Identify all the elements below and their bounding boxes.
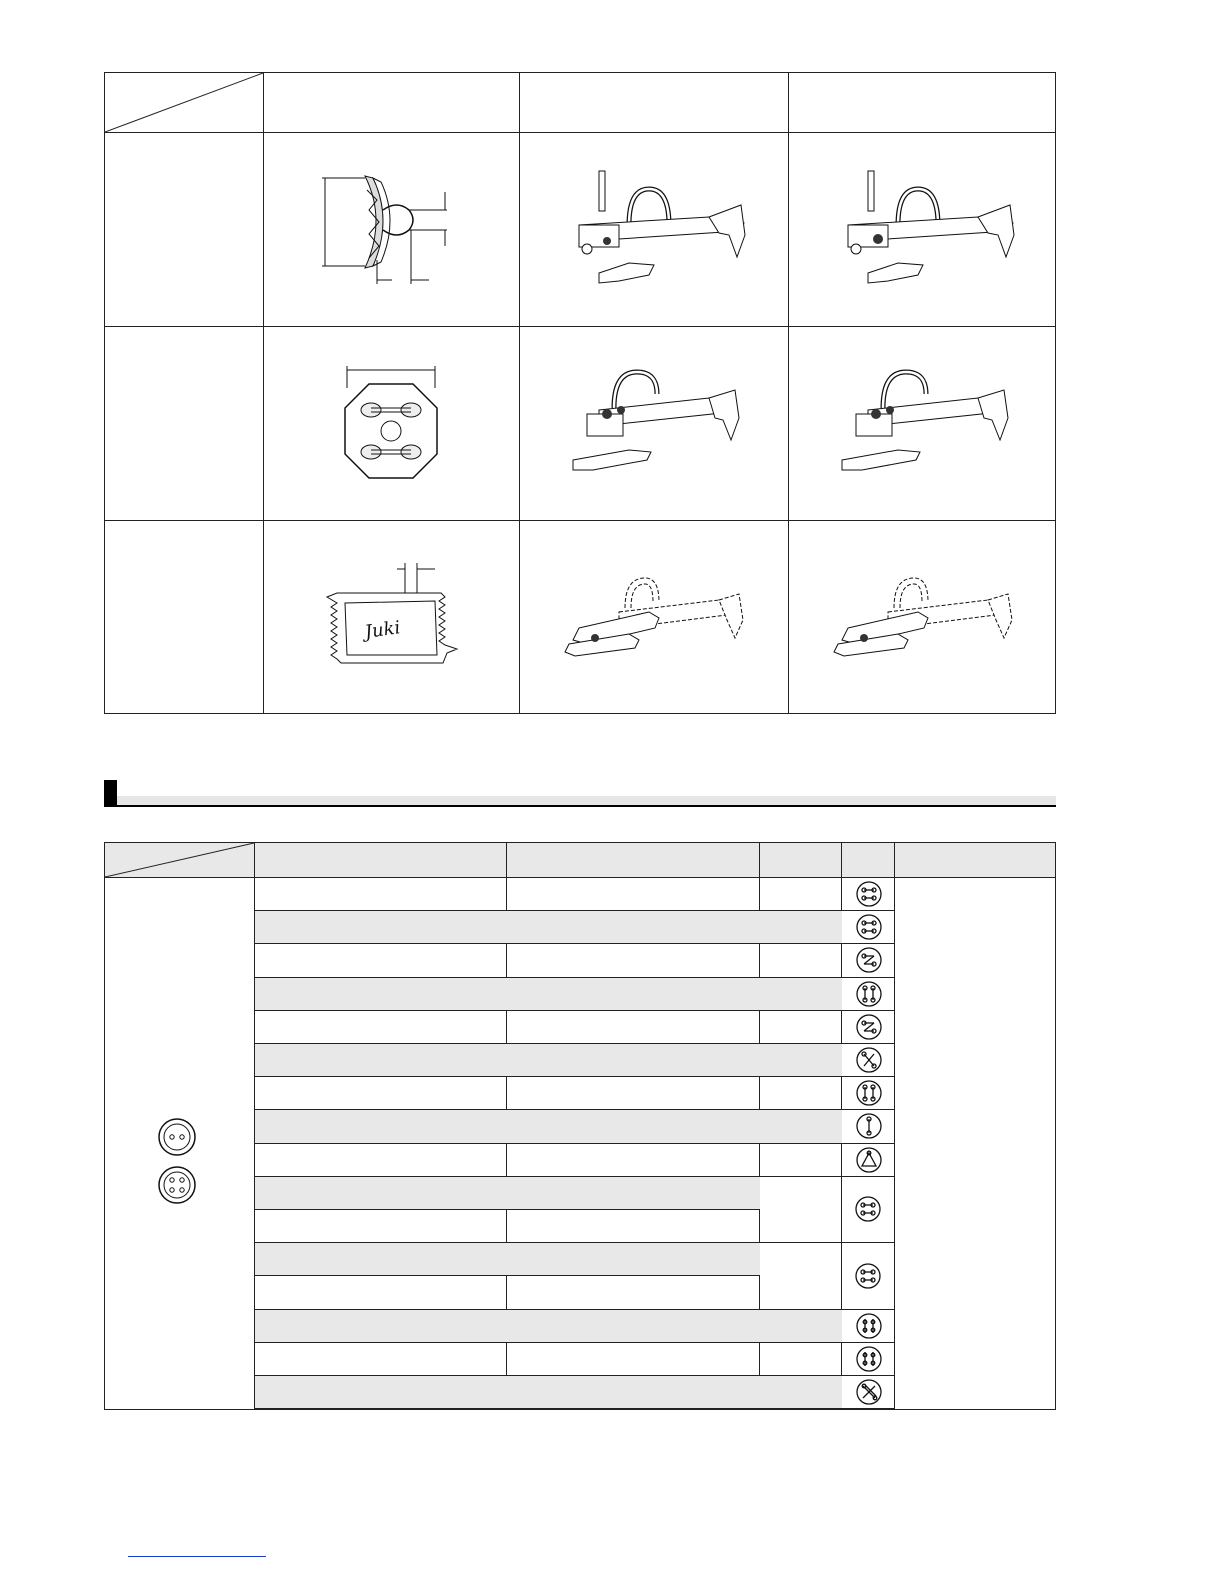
- table-row: [255, 1343, 895, 1376]
- row-cell: [760, 1044, 842, 1077]
- row-cell: [507, 1276, 760, 1309]
- row-cell: [255, 1310, 507, 1343]
- table-row: [255, 1376, 895, 1409]
- row-cell: [255, 1343, 507, 1376]
- stitch-pattern-cell: [842, 1243, 894, 1309]
- presser-drawing: [828, 165, 1018, 295]
- row-cell: [760, 1376, 842, 1409]
- row-cell: [507, 1144, 760, 1177]
- presser-drawing: [559, 165, 749, 295]
- row-cell: [507, 1343, 760, 1376]
- section-band: [117, 796, 1056, 805]
- label-drawing: [317, 563, 467, 673]
- triangle-stitch-icon: [855, 1146, 883, 1174]
- stitch-pattern-cell: [842, 1011, 895, 1044]
- presser-assembly-standard-2: [520, 327, 788, 520]
- shank-button-diagram: [264, 133, 519, 326]
- parallel-stitch-icon: [855, 913, 883, 941]
- row-cell: [507, 1011, 760, 1044]
- merged-cell: [760, 1243, 841, 1309]
- parallel-stitch-icon: [854, 1262, 882, 1290]
- double-vertical-stitch-icon: [855, 1312, 883, 1340]
- top-table: [104, 72, 1056, 714]
- stitch-pattern-cell: [842, 1077, 895, 1110]
- stitch-pattern-cell: [842, 944, 895, 977]
- footer-link-underline[interactable]: [128, 1556, 266, 1557]
- table-row: [255, 944, 895, 977]
- presser-assembly-variant-2: [789, 327, 1056, 520]
- row-cell: [255, 1177, 507, 1210]
- row-cell: [507, 1376, 760, 1409]
- row-cell: [507, 978, 760, 1011]
- row-cell: [255, 1044, 507, 1077]
- row-cell: [255, 1144, 507, 1177]
- vertical-parallel-stitch-icon: [855, 980, 883, 1008]
- row-cell: [760, 1110, 842, 1143]
- presser-drawing: [828, 364, 1018, 484]
- row-cell: [255, 944, 507, 977]
- stitch-pattern-table: [104, 842, 1056, 1410]
- row-cell: [760, 878, 842, 911]
- row-cell: [760, 1343, 842, 1376]
- table-row: [255, 878, 895, 911]
- two-hole-button-icon: [157, 1117, 197, 1157]
- row-cell: [760, 1144, 842, 1177]
- row-cell: [255, 1276, 507, 1309]
- stitch-pattern-cell: [842, 1343, 895, 1376]
- label-diagram: [264, 521, 519, 714]
- stitch-pattern-cell: [842, 911, 895, 944]
- presser-assembly-variant-1: [789, 133, 1056, 326]
- presser-drawing: [559, 364, 749, 484]
- row-cell: [255, 1077, 507, 1110]
- table-row: [255, 1310, 895, 1343]
- z-stitch-icon: [855, 946, 883, 974]
- row-cell: [760, 1077, 842, 1110]
- table-row: [255, 1110, 895, 1143]
- parallel-stitch-icon: [855, 880, 883, 908]
- stitch-pattern-cell: [842, 978, 895, 1011]
- presser-assembly-standard-1: [520, 133, 788, 326]
- double-cross-stitch-icon: [855, 1378, 883, 1406]
- label-presser-variant: [789, 521, 1056, 714]
- merged-cell: [760, 1177, 841, 1243]
- z-stitch-icon: [855, 1013, 883, 1041]
- presser-drawing: [828, 568, 1018, 668]
- stitch-pattern-cell: [842, 1376, 895, 1409]
- stitch-pattern-cell: [842, 1310, 895, 1343]
- presser-drawing: [559, 568, 749, 668]
- stitch-pattern-cell: [842, 1044, 895, 1077]
- row-cell: [507, 1310, 760, 1343]
- section-marker: [104, 780, 117, 807]
- row-cell: [507, 1177, 760, 1210]
- row-cell: [760, 911, 842, 944]
- table-row: [255, 978, 895, 1011]
- section-rule: [117, 805, 1056, 807]
- shank-button-drawing: [317, 170, 467, 290]
- row-cell: [760, 944, 842, 977]
- row-cell: [507, 1210, 760, 1243]
- row-cell: [507, 1243, 760, 1276]
- row-cell: [255, 878, 507, 911]
- section-heading-bar: [104, 780, 1056, 808]
- row-cell: [255, 1243, 507, 1276]
- cross-stitch-icon: [855, 1046, 883, 1074]
- table-row: [255, 1011, 895, 1044]
- double-vertical-stitch-icon: [855, 1345, 883, 1373]
- stitch-pattern-cell: [842, 1177, 894, 1243]
- row-cell: [507, 878, 760, 911]
- table-row: [255, 911, 895, 944]
- octagonal-button-diagram: [264, 327, 519, 520]
- row-cell: [507, 1110, 760, 1143]
- vertical-parallel-stitch-icon: [855, 1079, 883, 1107]
- stitch-pattern-cell: [842, 1110, 895, 1143]
- row-cell: [255, 1376, 507, 1409]
- row-cell: [760, 1310, 842, 1343]
- row-cell: [507, 1044, 760, 1077]
- label-presser-standard: [520, 521, 788, 714]
- table-row: [255, 1144, 895, 1177]
- four-hole-button-icon: [157, 1165, 197, 1205]
- row-cell: [255, 911, 507, 944]
- row-cell: [507, 944, 760, 977]
- row-cell: [507, 1077, 760, 1110]
- table-row: [255, 1044, 895, 1077]
- row-cell: [760, 978, 842, 1011]
- row-cell: [255, 1011, 507, 1044]
- row-cell: [255, 1210, 507, 1243]
- row-cell: [255, 1110, 507, 1143]
- row-cell: [255, 978, 507, 1011]
- table-row: [255, 1077, 895, 1110]
- label-sample-text: Juki: [363, 616, 402, 643]
- row-cell: [507, 911, 760, 944]
- header-diagonal: [105, 843, 255, 878]
- stitch-pattern-cell: [842, 1144, 895, 1177]
- header-diagonal: [105, 73, 264, 133]
- single-stitch-icon: [855, 1112, 883, 1140]
- row-cell: [760, 1011, 842, 1044]
- parallel-stitch-icon: [854, 1195, 882, 1223]
- octagon-button-drawing: [337, 364, 447, 484]
- stitch-pattern-cell: [842, 878, 895, 911]
